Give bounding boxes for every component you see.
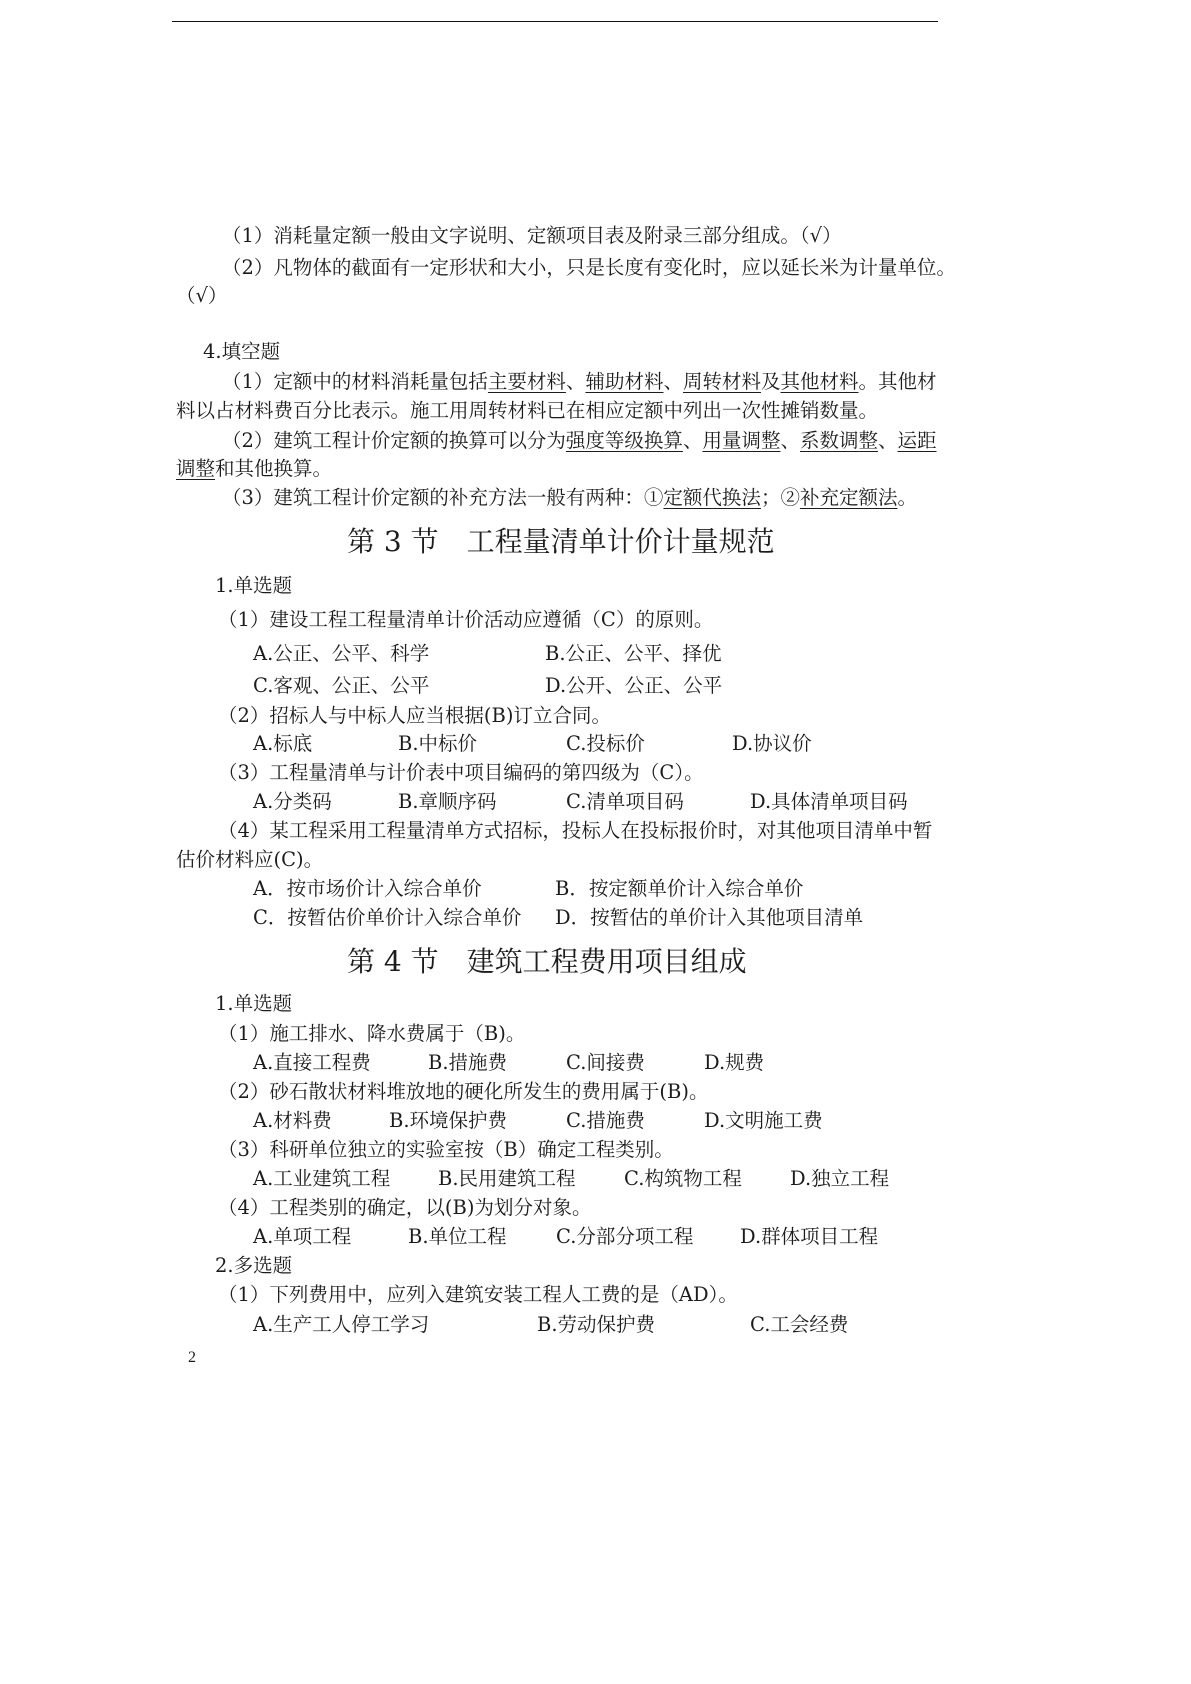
s4-q4-option-b: B.单位工程 xyxy=(408,1225,507,1248)
s3-q3-option-b: B.章顺序码 xyxy=(398,790,497,813)
fill-q1-answer-2: 辅助材料 xyxy=(585,370,664,393)
s3-q2-stem: （2）招标人与中标人应当根据(B)订立合同。 xyxy=(218,704,611,727)
s4-q3-stem: （3）科研单位独立的实验室按（B）确定工程类别。 xyxy=(218,1138,674,1161)
s4-q2-option-b: B.环境保护费 xyxy=(389,1109,508,1132)
s3-q4-option-d: D．按暂估的单价计入其他项目清单 xyxy=(555,906,864,929)
s4-m1-stem: （1）下列费用中，应列入建筑安装工程人工费的是（AD）。 xyxy=(218,1283,738,1306)
judgement-q1: （1）消耗量定额一般由文字说明、定额项目表及附录三部分组成。（√） xyxy=(222,224,842,247)
fill-q2-line2 xyxy=(176,457,332,481)
fill-q1-line2: 料以占材料费百分比表示。施工用周转材料已在相应定额中列出一次性摊销数量。 xyxy=(176,399,879,422)
s4-q1-option-d: D.规费 xyxy=(704,1051,765,1074)
s4-q2-option-c: C.措施费 xyxy=(566,1109,645,1132)
s4-q1-option-c: C.间接费 xyxy=(566,1051,645,1074)
fill-q1-sep: 、 xyxy=(663,370,683,393)
s3-q3-option-c: C.清单项目码 xyxy=(566,790,684,813)
s3-q2-option-a: A.标底 xyxy=(253,732,313,755)
fill-q1-sep: 、 xyxy=(565,370,586,393)
s4-q3-option-a: A.工业建筑工程 xyxy=(253,1167,391,1190)
s3-q4-stem-line2: 估价材料应(C)。 xyxy=(176,848,324,871)
fill-q2-answer-3: 系数调整 xyxy=(799,429,878,452)
s3-q4-option-c: C．按暂估价单价计入综合单价 xyxy=(253,906,522,929)
s4-m1-option-a: A.生产工人停工学习 xyxy=(253,1313,430,1336)
section4-title: 第 4 节 建筑工程费用项目组成 xyxy=(347,945,747,978)
s3-q1-stem: （1）建设工程工程量清单计价活动应遵循（C）的原则。 xyxy=(218,608,714,631)
fill-q2-text: （2）建筑工程计价定额的换算可以分为 xyxy=(222,429,566,452)
s4-m1-option-c: C.工会经费 xyxy=(750,1313,849,1336)
fill-q1-answer-1: 主要材料 xyxy=(487,370,566,393)
section4-single-choice-heading: 1.单选题 xyxy=(215,992,293,1015)
s3-q3-stem: （3）工程量清单与计价表中项目编码的第四级为（C）。 xyxy=(218,761,704,784)
header-rule xyxy=(172,21,938,22)
s4-q1-stem: （1）施工排水、降水费属于（B)。 xyxy=(218,1022,526,1045)
fill-q1-line1 xyxy=(222,370,937,394)
page-number: 2 xyxy=(188,1349,196,1366)
fill-q2-answer-4-end: 调整 xyxy=(176,457,216,480)
s3-q3-option-d: D.具体清单项目码 xyxy=(750,790,908,813)
s3-q4-option-b: B．按定额单价计入综合单价 xyxy=(555,877,804,900)
fill-q1-answer-3: 周转材料 xyxy=(682,370,761,393)
s3-q2-option-b: B.中标价 xyxy=(398,732,478,755)
s4-q2-option-a: A.材料费 xyxy=(253,1109,332,1132)
fill-q1-answer-4: 其他材料 xyxy=(780,370,859,393)
s4-q4-option-a: A.单项工程 xyxy=(253,1225,352,1248)
fill-q2-answer-4-start: 运距 xyxy=(897,429,937,452)
section3-title: 第 3 节 工程量清单计价计量规范 xyxy=(347,525,775,558)
fill-q3-text: （3）建筑工程计价定额的补充方法一般有两种：① xyxy=(222,486,664,509)
fill-q1-text: （1）定额中的材料消耗量包括 xyxy=(222,370,488,393)
s3-q2-option-d: D.协议价 xyxy=(732,732,812,755)
fill-q3-answer-1: 定额代换法 xyxy=(663,486,761,509)
s3-q1-option-d: D.公开、公正、公平 xyxy=(545,674,723,697)
s4-q2-stem: （2）砂石散状材料堆放地的硬化所发生的费用属于(B)。 xyxy=(218,1080,709,1103)
section3-single-choice-heading: 1.单选题 xyxy=(215,574,293,597)
judgement-q2-line1: （2）凡物体的截面有一定形状和大小，只是长度有变化时，应以延长米为计量单位。 xyxy=(222,256,956,279)
fill-q2-sep: 、 xyxy=(780,429,800,452)
s3-q1-option-a: A.公正、公平、科学 xyxy=(253,642,430,665)
s3-q2-option-c: C.投标价 xyxy=(566,732,645,755)
fill-q2-line1 xyxy=(222,429,937,453)
s3-q4-stem-line1: （4）某工程采用工程量清单方式招标，投标人在投标报价时，对其他项目清单中暂 xyxy=(218,819,933,842)
s3-q3-option-a: A.分类码 xyxy=(253,790,332,813)
fill-blank-heading: 4.填空题 xyxy=(203,340,281,363)
s4-q1-option-a: A.直接工程费 xyxy=(253,1051,371,1074)
fill-q2-answer-1: 强度等级换算 xyxy=(565,429,683,452)
s4-q2-option-d: D.文明施工费 xyxy=(704,1109,823,1132)
fill-q1-sep: 及 xyxy=(761,370,781,393)
s4-q3-option-b: B.民用建筑工程 xyxy=(438,1167,576,1190)
s4-q4-stem: （4）工程类别的确定，以(B)为划分对象。 xyxy=(218,1196,592,1219)
s4-q3-option-d: D.独立工程 xyxy=(790,1167,890,1190)
fill-q2-sep: 、 xyxy=(682,429,703,452)
s4-q3-option-c: C.构筑物工程 xyxy=(624,1167,742,1190)
section4-multi-choice-heading: 2.多选题 xyxy=(215,1254,293,1277)
s3-q1-option-c: C.客观、公正、公平 xyxy=(253,674,430,697)
s4-m1-option-b: B.劳动保护费 xyxy=(537,1313,656,1336)
judgement-q2-line2: （√） xyxy=(176,284,228,307)
s4-q1-option-b: B.措施费 xyxy=(428,1051,508,1074)
fill-q3-answer-2: 补充定额法 xyxy=(799,486,898,509)
fill-q3-line1 xyxy=(222,486,917,510)
s3-q1-option-b: B.公正、公平、择优 xyxy=(545,642,722,665)
fill-q2-sep: 、 xyxy=(878,429,898,452)
fill-q2-answer-2: 用量调整 xyxy=(702,429,781,452)
s4-q4-option-c: C.分部分项工程 xyxy=(556,1225,694,1248)
s4-q4-option-d: D.群体项目工程 xyxy=(740,1225,879,1248)
fill-q2-text: 和其他换算。 xyxy=(215,457,333,480)
s3-q4-option-a: A．按市场价计入综合单价 xyxy=(253,877,482,900)
fill-q3-end: 。 xyxy=(897,486,917,509)
fill-q1-text: 。其他材 xyxy=(858,370,937,393)
fill-q3-sep: ；② xyxy=(760,486,800,509)
